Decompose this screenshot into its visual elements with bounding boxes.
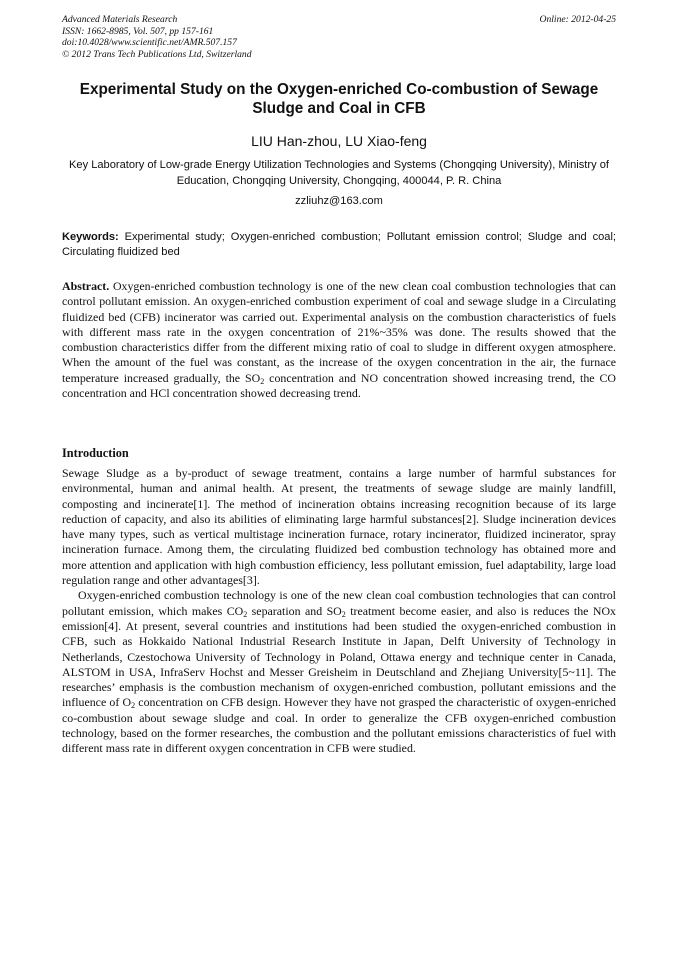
intro-p2-text-d: concentration on CFB design. However they have not grasped the characteristic of oxygen-enriched co-combustion about sewage sludge and coal. In order to generalize the CFB oxygen-enriched combustion technology, based on the former researches, the combustion and the pollutant emissions characteristics of fuel with different mass rate in different oxygen concentration in CFB were studied. [62, 695, 616, 756]
issn-line: ISSN: 1662-8985, Vol. 507, pp 157-161 [62, 25, 214, 37]
abstract-text-1: Oxygen-enriched combustion technology is one of the new clean coal combustion technologies that can control pollutant emission. An oxygen-enriched combustion experiment of coal and sewage sludge in a Circulating fluidized bed (CFB) incinerator was carried out. Experimental analysis on the combustion characteristics of fuels with different mass rate in the oxygen concentration of 21%~35% was done. The results showed that the combustion characteristics differ from the different mixing ratio of coal to sludge in different oxygen atmosphere. When the amount of the fuel was constant, as the increase of the oxygen concentration in the air, the furnace temperature increased gradually, the SO [62, 279, 616, 385]
introduction-heading: Introduction [62, 446, 129, 460]
paper-authors: LIU Han-zhou, LU Xiao-feng [251, 133, 427, 149]
intro-p2-sub-3: 2 [131, 701, 136, 711]
copyright-line: © 2012 Trans Tech Publications Ltd, Switzerland [62, 48, 252, 60]
journal-name: Advanced Materials Research [62, 14, 178, 25]
journal-header [62, 14, 616, 60]
doi-line: doi:10.4028/www.scientific.net/AMR.507.157 [62, 37, 237, 48]
paper-affiliation: Key Laboratory of Low-grade Energy Utilization Technologies and Systems (Chongqing University), Ministry of Education, Chongqing University, Chongqing, 400044, P. R. China [69, 159, 609, 187]
paper-title: Experimental Study on the Oxygen-enriched Co-combustion of Sewage Sludge and Coal in CFB [79, 81, 599, 117]
intro-p2-text-c: treatment become easier, and also is reduces the NOx emission[4]. At present, several countries and institutions had been studied the oxygen-enriched combustion in CFB, such as Hokkaido National Industrial Research Institute in Japan, Delft University of Technology in Netherlands, Czestochowa University of Technology in Poland, Ottawa energy and technique center in Canada, ALSTOM in USA, InfraServ Hochst and Messer Greisheim in Deutschland and Zhejiang University[5~11]. The researches’ emphasis is the combustion mechanism of oxygen-enriched combustion, pollutant emissions and the influence of O [62, 603, 617, 710]
abstract-block [62, 279, 616, 401]
intro-p2-text-a: Oxygen-enriched combustion technology is one of the new clean coal combustion technologies that can control pollutant emission, which makes CO [62, 588, 616, 618]
intro-paragraph-1: Sewage Sludge as a by-product of sewage treatment, contains a large number of harmful substances for environmental, human and animal health. At present, the treatments of sewage sludge are mainly landfill, composting and incinerate[1]. The method of incineration obtains increasing recognition because of its large reduction of capacity, and also its abilities of eliminating large harmful substances[2]. Sludge incineration devices have many types, such as vertical multistage incineration furnace, rotary incinerator, fluidized incinerator, spray incineration furnace. Among them, the circulating fluidized bed combustion technology has obtained more and more attention and application with high combustion efficiency, less pollutant emission, fuel adaptability, large load regulation range and other advantages[3]. [62, 466, 616, 588]
abstract-subscript: 2 [260, 376, 265, 386]
online-date: Online: 2012-04-25 [539, 14, 616, 25]
keywords-label: Keywords: [62, 231, 119, 243]
introduction-body [62, 466, 616, 757]
keywords-block [62, 230, 616, 259]
abstract-text-2: concentration and NO concentration showed increasing trend, the CO concentration and HCl concentration showed decreasing trend. [62, 370, 617, 401]
intro-p2-sub-1: 2 [243, 609, 248, 619]
author-email[interactable]: zzliuhz@163.com [295, 195, 383, 207]
intro-p2-sub-2: 2 [341, 609, 346, 619]
intro-p2-text-b: separation and SO [247, 603, 342, 618]
intro-paragraph-2 [62, 588, 616, 756]
keywords-text: Experimental study; Oxygen-enriched combustion; Pollutant emission control; Sludge and coal; Circulating fluidized bed [62, 231, 616, 258]
abstract-label: Abstract. [62, 279, 110, 293]
